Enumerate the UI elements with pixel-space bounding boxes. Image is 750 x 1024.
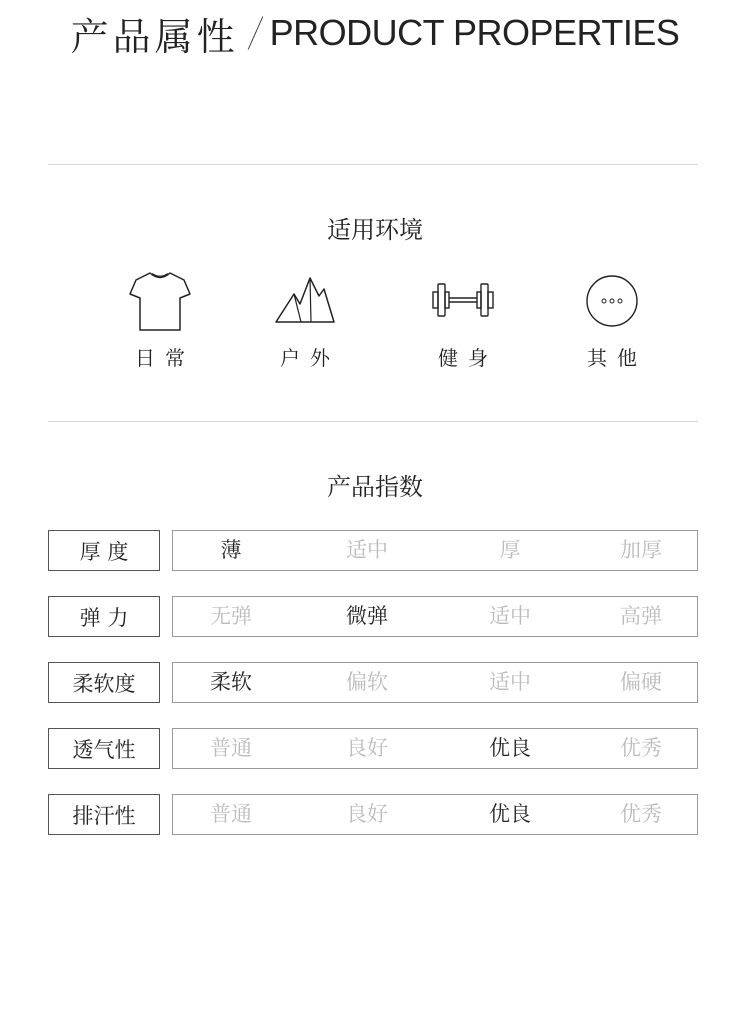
option-0: 无弹 (210, 604, 252, 628)
row-options (172, 530, 698, 571)
index-title: 产品指数 (327, 473, 423, 501)
option-2: 厚 (499, 538, 521, 562)
option-1: 良好 (346, 802, 388, 826)
option-1: 适中 (346, 538, 388, 562)
option-3: 优秀 (620, 736, 662, 760)
row-label: 弹 力 (48, 596, 160, 637)
option-1: 微弹 (346, 604, 388, 628)
option-3: 高弹 (620, 604, 662, 628)
divider-middle (48, 421, 698, 422)
env-label-daily: 日常 (135, 346, 195, 370)
option-0: 柔软 (210, 670, 252, 694)
env-item-outdoor (245, 270, 365, 371)
mountain-icon (273, 270, 337, 332)
option-2: 优良 (489, 736, 531, 760)
index-row-elasticity (48, 596, 698, 637)
option-1: 良好 (346, 736, 388, 760)
environment-title: 适用环境 (327, 216, 423, 244)
env-label-fitness: 健身 (438, 346, 498, 370)
option-1: 偏软 (346, 670, 388, 694)
option-2: 优良 (489, 802, 531, 826)
index-row-thickness (48, 530, 698, 571)
option-0: 普通 (210, 736, 252, 760)
env-label-outdoor: 户外 (280, 346, 340, 370)
option-3: 优秀 (620, 802, 662, 826)
more-icon (580, 270, 644, 332)
index-row-sweat-wicking (48, 794, 698, 835)
title-divider (247, 16, 263, 49)
page-header (0, 8, 750, 58)
option-0: 薄 (220, 538, 242, 562)
option-3: 加厚 (620, 538, 662, 562)
row-options (172, 596, 698, 637)
row-label: 厚 度 (48, 530, 160, 571)
index-row-softness (48, 662, 698, 703)
page-title-cn: 产品属性 (70, 14, 239, 59)
option-3: 偏硬 (620, 670, 662, 694)
row-options (172, 794, 698, 835)
env-label-other: 其他 (587, 346, 647, 370)
page-title-en: PRODUCT PROPERTIES (269, 12, 680, 53)
row-label: 排汗性 (48, 794, 160, 835)
option-0: 普通 (210, 802, 252, 826)
dumbbell-icon (431, 270, 495, 332)
row-label: 透气性 (48, 728, 160, 769)
option-2: 适中 (489, 604, 531, 628)
row-options (172, 728, 698, 769)
env-item-fitness (403, 270, 523, 371)
divider-top (48, 164, 698, 165)
env-item-other (552, 270, 672, 371)
option-2: 适中 (489, 670, 531, 694)
index-row-breathability (48, 728, 698, 769)
env-item-daily (100, 270, 220, 371)
row-options (172, 662, 698, 703)
row-label: 柔软度 (48, 662, 160, 703)
tshirt-icon (128, 270, 192, 332)
